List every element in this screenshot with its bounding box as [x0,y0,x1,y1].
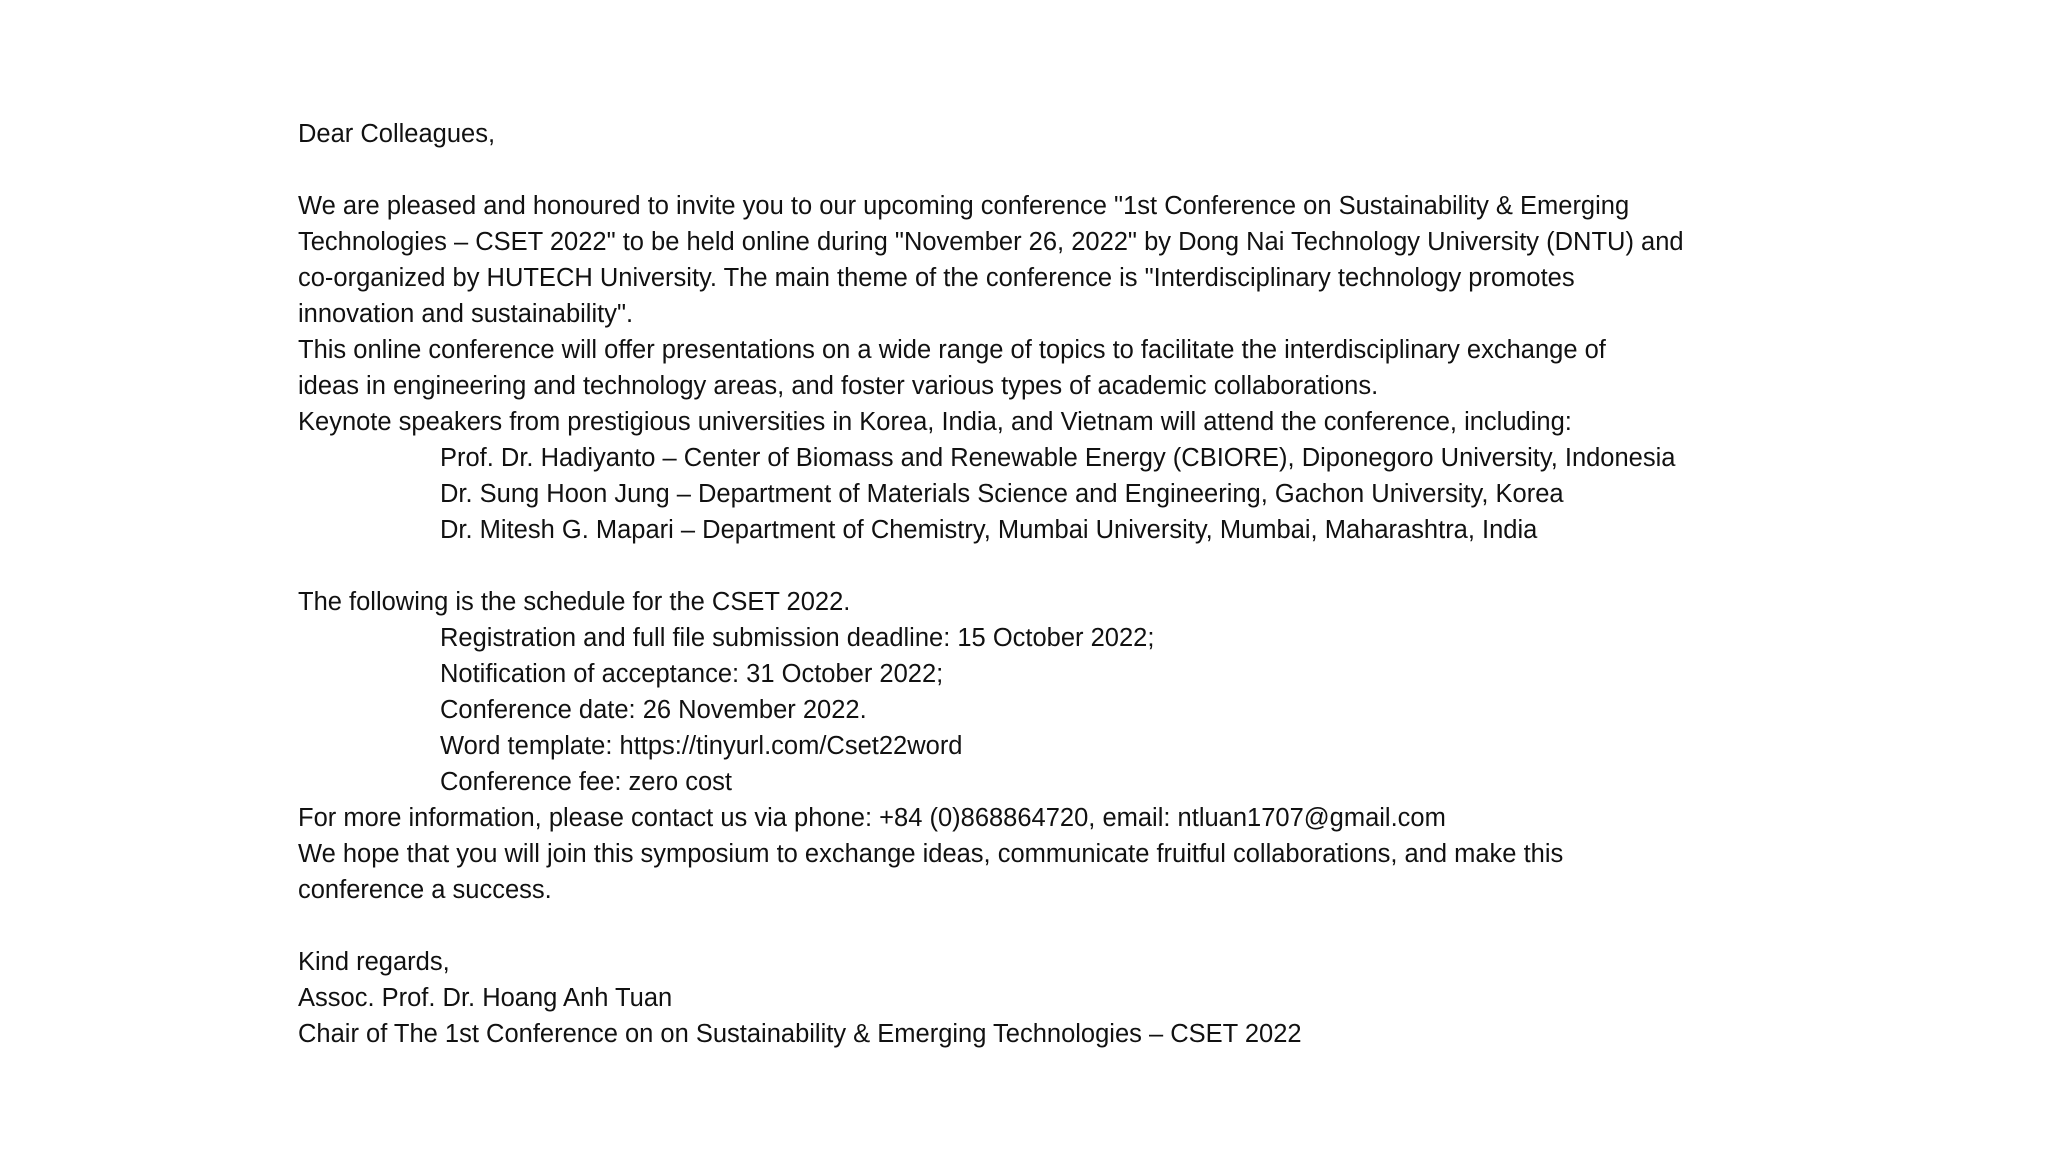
schedule-item: Word template: https://tinyurl.com/Cset22word [440,732,963,760]
schedule-intro: The following is the schedule for the CSET 2022. [298,588,851,616]
schedule-item: Notification of acceptance: 31 October 2022; [440,660,944,688]
keynote-speaker: Prof. Dr. Hadiyanto – Center of Biomass and Renewable Energy (CBIORE), Diponegoro University, Indonesia [440,444,1676,472]
intro-line: ideas in engineering and technology areas, and foster various types of academic collaborations. [298,372,1379,400]
schedule-item: Registration and full file submission deadline: 15 October 2022; [440,624,1155,652]
keynote-speaker: Dr. Mitesh G. Mapari – Department of Chemistry, Mumbai University, Mumbai, Maharashtra, India [440,516,1538,544]
signoff: Kind regards, [298,948,450,976]
intro-line: innovation and sustainability". [298,300,634,328]
intro-line: Technologies – CSET 2022" to be held online during "November 26, 2022" by Dong Nai Technology University (DNTU) and [298,228,1684,256]
keynote-intro: Keynote speakers from prestigious universities in Korea, India, and Vietnam will attend the conference, including: [298,408,1572,436]
intro-line: This online conference will offer presentations on a wide range of topics to facilitate the interdisciplinary exchange of [298,336,1606,364]
intro-line: We are pleased and honoured to invite you to our upcoming conference "1st Conference on Sustainability & Emerging [298,192,1630,220]
schedule-item: Conference date: 26 November 2022. [440,696,867,724]
letter-body [298,116,1858,1052]
schedule-item: Conference fee: zero cost [440,768,732,796]
closing-line: conference a success. [298,876,552,904]
paragraph-gap [298,908,1858,944]
intro-line: co-organized by HUTECH University. The main theme of the conference is "Interdisciplinary technology promotes [298,264,1575,292]
keynote-speaker: Dr. Sung Hoon Jung – Department of Materials Science and Engineering, Gachon University, Korea [440,480,1564,508]
greeting: Dear Colleagues, [298,120,496,148]
signer-title: Chair of The 1st Conference on on Sustainability & Emerging Technologies – CSET 2022 [298,1020,1302,1048]
signer-name: Assoc. Prof. Dr. Hoang Anh Tuan [298,984,673,1012]
closing-line: We hope that you will join this symposium to exchange ideas, communicate fruitful collaborations, and make this [298,840,1564,868]
contact-line: For more information, please contact us via phone: +84 (0)868864720, email: ntluan1707@gmail.com [298,804,1446,832]
paragraph-gap [298,152,1858,188]
paragraph-gap [298,548,1858,584]
